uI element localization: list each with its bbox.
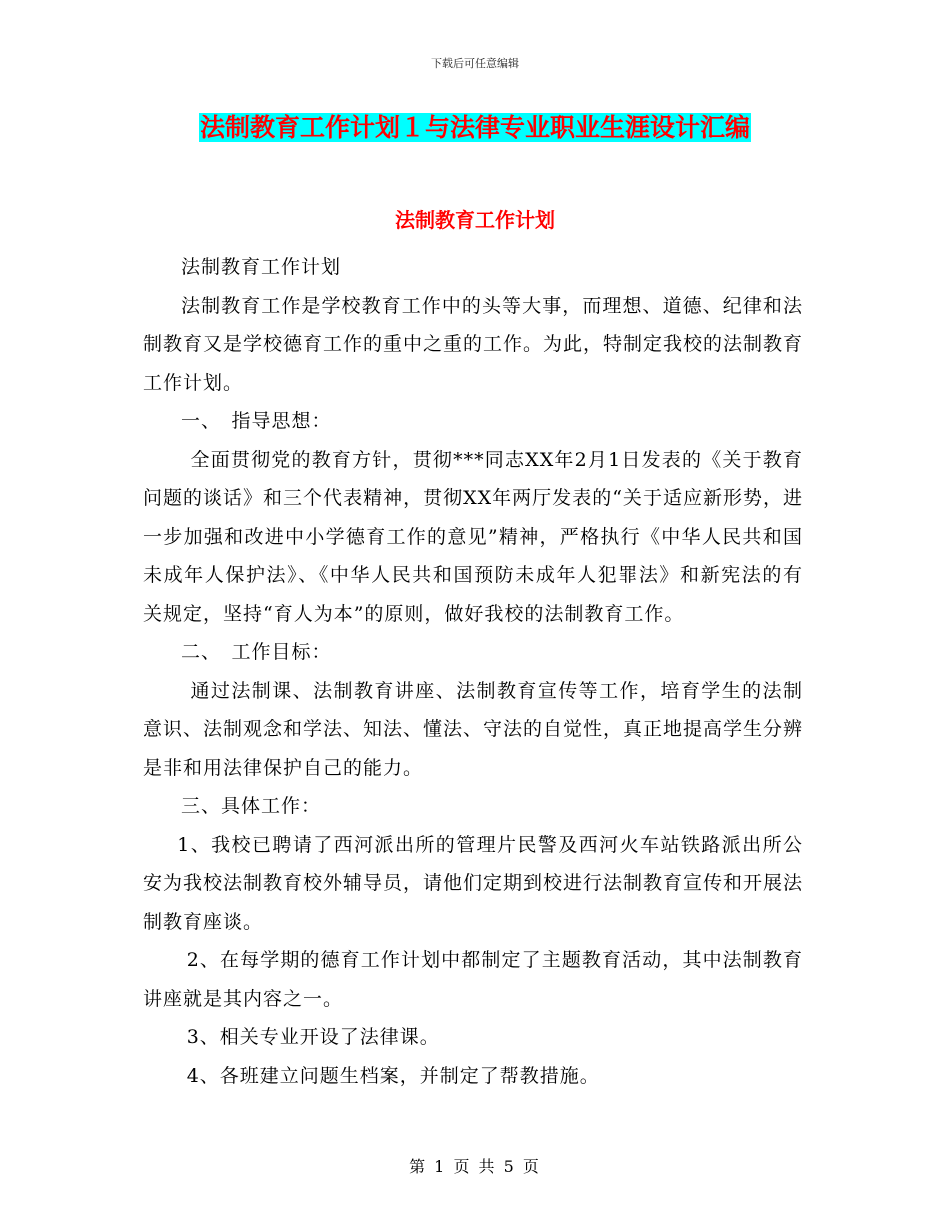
document-body bbox=[143, 248, 803, 1095]
body-paragraph: 法制教育工作计划 bbox=[181, 256, 342, 278]
body-paragraph: 4、各班建立问题生档案，并制定了帮教措施。 bbox=[186, 1064, 600, 1087]
body-paragraph: 1、我校已聘请了西河派出所的管理片民警及西河火车站铁路派出所公安为我校法制教育校外辅导员，请他们定期到校进行法制教育宣传和开展法制教育座谈。 bbox=[143, 833, 804, 933]
header-note: 下载后可任意编辑 bbox=[431, 57, 519, 70]
page-number: 第 1 页 共 5 页 bbox=[409, 1157, 541, 1176]
body-paragraph: 三、具体工作： bbox=[181, 795, 322, 817]
body-paragraph: 一、 指导思想： bbox=[181, 410, 332, 432]
body-paragraph: 法制教育工作是学校教育工作中的头等大事，而理想、道德、纪律和法制教育又是学校德育工作的重中之重的工作。为此，特制定我校的法制教育工作计划。 bbox=[143, 294, 804, 394]
section-title: 法制教育工作计划 bbox=[395, 208, 555, 232]
document-title bbox=[0, 112, 950, 143]
body-paragraph: 通过法制课、法制教育讲座、法制教育宣传等工作，培育学生的法制意识、法制观念和学法、知法、懂法、守法的自觉性，真正地提高学生分辨是非和用法律保护自己的能力。 bbox=[143, 679, 804, 779]
body-paragraph: 二、 工作目标： bbox=[181, 641, 332, 663]
document-title-text: 法制教育工作计划１与法律专业职业生涯设计汇编 bbox=[199, 113, 750, 142]
body-paragraph: 2、在每学期的德育工作计划中都制定了主题教育活动，其中法制教育讲座就是其内容之一。 bbox=[143, 949, 803, 1010]
body-paragraph: 全面贯彻党的教育方针，贯彻***同志XX年2月1日发表的《关于教育问题的谈话》和三个代表精神，贯彻XX年两厅发表的“关于适应新形势，进一步加强和改进中小学德育工作的意见”精神，严格执行《中华人民共和国未成年人保护法》、《中华人民共和国预防未成年人犯罪法》和新宪法的有关规定，坚持“育人为本”的原则，做好我校的法制教育工作。 bbox=[143, 448, 803, 625]
body-paragraph: 3、相关专业开设了法律课。 bbox=[186, 1026, 440, 1048]
